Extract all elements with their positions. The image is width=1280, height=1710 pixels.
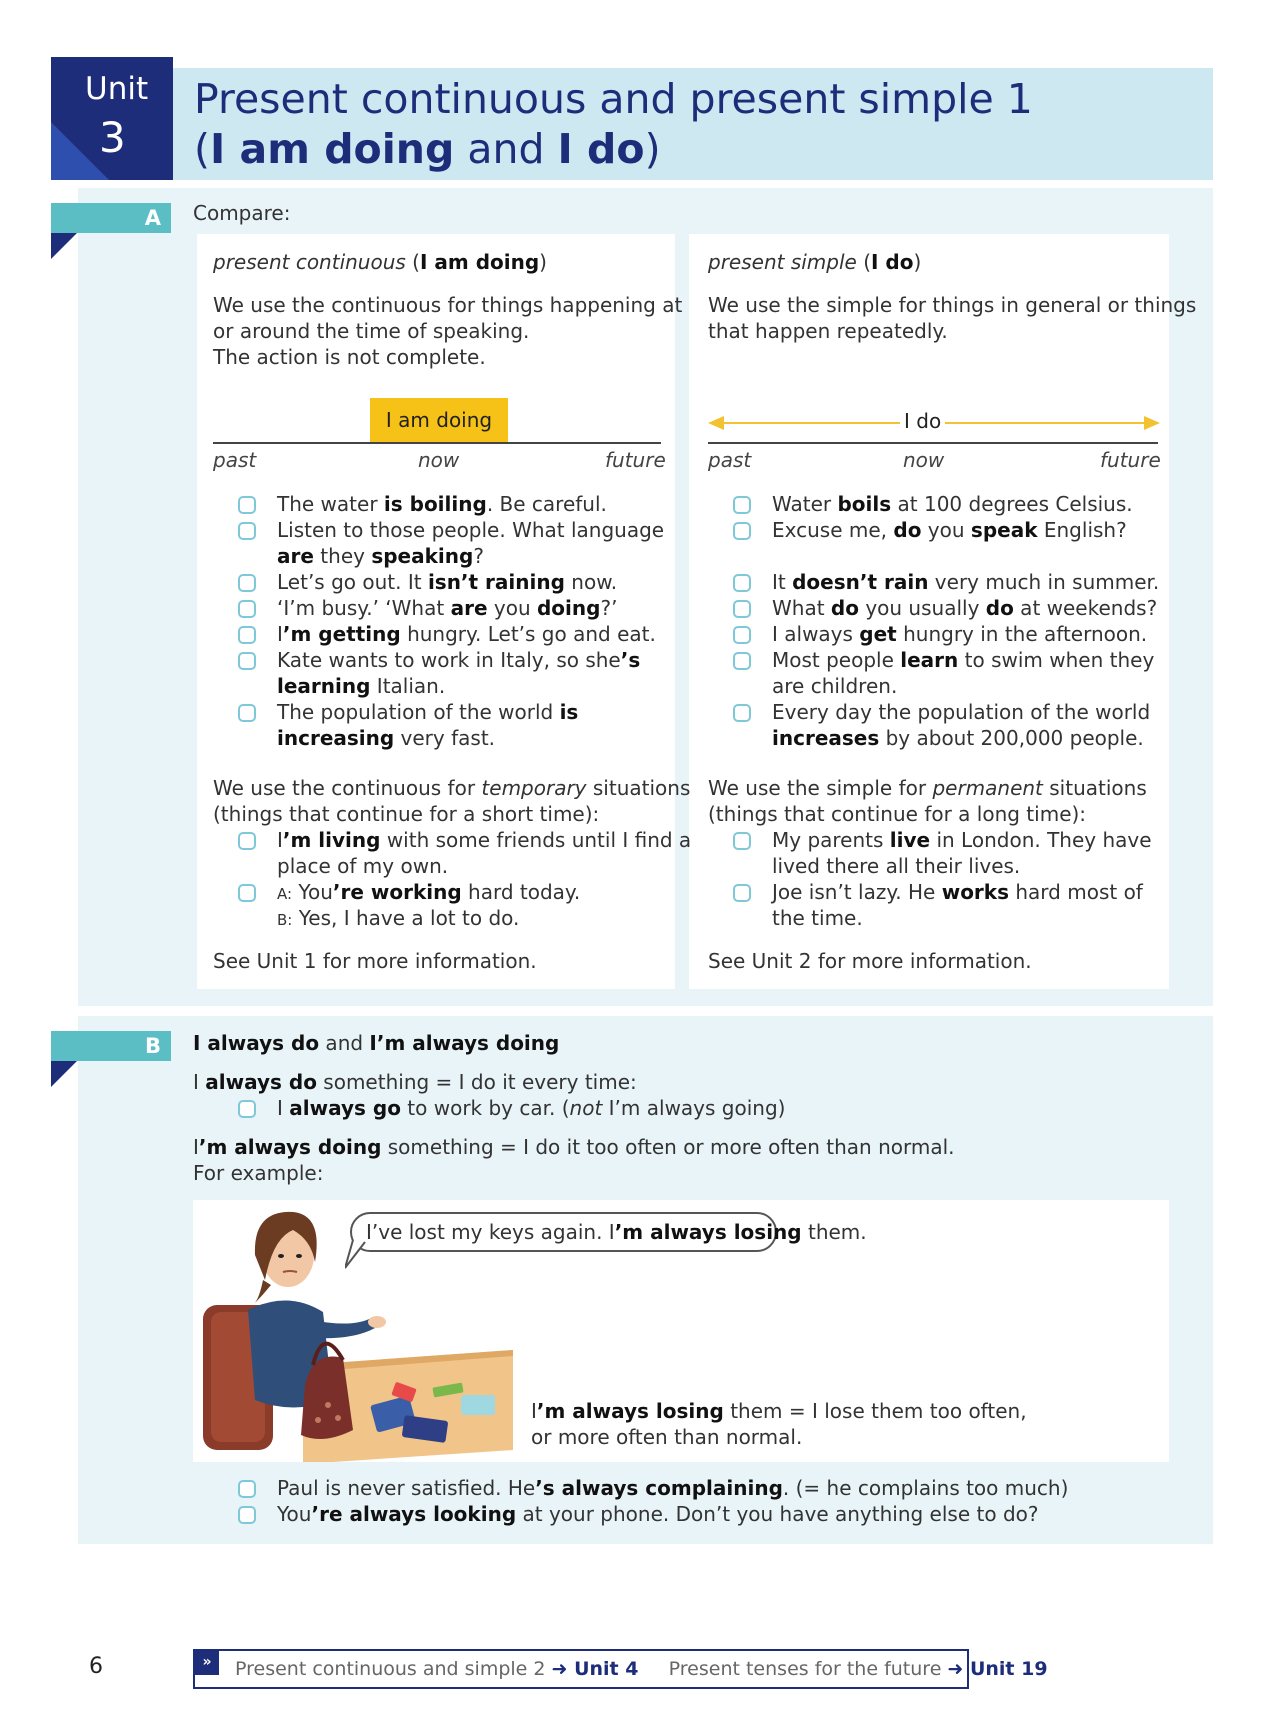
- example-sentence-cont: are children.: [772, 674, 898, 698]
- example-checkbox: [733, 652, 751, 670]
- unit-badge: [51, 57, 173, 180]
- b-example-2: Paul is never satisfied. He’s always complaining. (= he complains too much): [277, 1476, 1069, 1500]
- example-checkbox: [733, 626, 751, 644]
- example-sentence: The water is boiling. Be careful.: [277, 492, 607, 516]
- example-sentence: ‘I’m busy.’ ‘What are you doing?’: [277, 596, 618, 620]
- right-axis-past: past: [708, 448, 752, 472]
- cross-reference-links: [235, 1658, 1048, 1680]
- tab-fold: [51, 233, 77, 259]
- example-sentence: Water boils at 100 degrees Celsius.: [772, 492, 1133, 516]
- right-timeline: [708, 442, 1158, 444]
- example-checkbox: [733, 574, 751, 592]
- example-sentence: I always get hungry in the afternoon.: [772, 622, 1148, 646]
- right-permanent-2: (things that continue for a long time):: [708, 802, 1087, 826]
- example-sentence: What do you usually do at weekends?: [772, 596, 1158, 620]
- example-sentence-cont: are they speaking?: [277, 544, 484, 568]
- example-sentence: Listen to those people. What language: [277, 518, 665, 542]
- example-sentence: I’m getting hungry. Let’s go and eat.: [277, 622, 656, 646]
- link-unit-4[interactable]: Present continuous and simple 2 ➜ Unit 4: [235, 1658, 639, 1680]
- section-b-letter: B: [144, 1034, 161, 1058]
- example-sentence: Every day the population of the world: [772, 700, 1151, 724]
- example-sentence: It doesn’t rain very much in summer.: [772, 570, 1160, 594]
- section-a-letter: A: [144, 206, 161, 230]
- left-desc-2: or around the time of speaking.: [213, 319, 530, 343]
- example-checkbox: [238, 884, 256, 902]
- example-sentence-cont: increasing very fast.: [277, 726, 496, 750]
- right-see-unit: See Unit 2 for more information.: [708, 949, 1032, 973]
- example-checkbox: [238, 652, 256, 670]
- left-timeline: [213, 442, 661, 444]
- example-checkbox: [733, 496, 751, 514]
- cross-reference-box: [193, 1649, 1048, 1689]
- left-heading: present continuous (I am doing): [213, 250, 547, 274]
- example-checkbox: [733, 704, 751, 722]
- example-checkbox: [238, 522, 256, 540]
- example-checkbox: [238, 626, 256, 644]
- double-chevron-icon: »: [195, 1651, 219, 1675]
- page-title: [194, 74, 1033, 174]
- illustration-caption-cont: or more often than normal.: [531, 1425, 803, 1449]
- section-b-heading: I always do and I’m always doing: [193, 1031, 560, 1055]
- example-checkbox: [238, 574, 256, 592]
- example-sentence: Excuse me, do you speak English?: [772, 518, 1127, 542]
- example-checkbox: [733, 884, 751, 902]
- left-axis-past: past: [213, 448, 257, 472]
- title-line-2: (I am doing and I do): [194, 125, 661, 173]
- illustration-caption: I’m always losing them = I lose them too often,: [531, 1399, 1027, 1423]
- tab-fold: [51, 1061, 77, 1087]
- example-sentence: Most people learn to swim when they: [772, 648, 1155, 672]
- left-axis-now: now: [418, 448, 460, 472]
- right-desc-1: We use the simple for things in general or things: [708, 293, 1197, 317]
- example-checkbox: [238, 1100, 256, 1118]
- example-checkbox: [238, 600, 256, 618]
- right-heading: present simple (I do): [708, 250, 922, 274]
- speech-bubble-text: I’ve lost my keys again. I’m always losing them.: [366, 1220, 867, 1244]
- speech-bubble: [350, 1212, 867, 1252]
- example-sentence-cont: increases by about 200,000 people.: [772, 726, 1144, 750]
- left-temporary-2: (things that continue for a short time):: [213, 802, 600, 826]
- section-b-tab: [51, 1031, 171, 1061]
- example-checkbox: [733, 600, 751, 618]
- temp-example-2: A: You’re working hard today.: [277, 880, 581, 904]
- b-definition-2: I’m always doing something = I do it too often or more often than normal.: [193, 1135, 955, 1159]
- arrow-right-icon: ➜: [947, 1658, 964, 1680]
- perm-example-1-cont: lived there all their lives.: [772, 854, 1021, 878]
- perm-example-1: My parents live in London. They have: [772, 828, 1152, 852]
- temp-example-1-cont: place of my own.: [277, 854, 449, 878]
- example-sentence: The population of the world is: [277, 700, 579, 724]
- example-sentence: Kate wants to work in Italy, so she’s: [277, 648, 641, 672]
- right-desc-2: that happen repeatedly.: [708, 319, 948, 343]
- b-definition-1: I always do something = I do it every time:: [193, 1070, 637, 1094]
- left-desc-1: We use the continuous for things happening at: [213, 293, 683, 317]
- example-checkbox: [238, 496, 256, 514]
- perm-example-2: Joe isn’t lazy. He works hard most of: [772, 880, 1143, 904]
- arrow-right-icon: ➜: [551, 1658, 568, 1680]
- example-checkbox: [238, 1506, 256, 1524]
- left-see-unit: See Unit 1 for more information.: [213, 949, 537, 973]
- example-sentence-cont: learning Italian.: [277, 674, 446, 698]
- example-checkbox: [733, 832, 751, 850]
- section-a-tab: [51, 203, 171, 233]
- perm-example-2-cont: the time.: [772, 906, 863, 930]
- unit-label: Unit: [85, 71, 149, 107]
- b-example-3: You’re always looking at your phone. Don’t you have anything else to do?: [277, 1502, 1039, 1526]
- example-checkbox: [733, 522, 751, 540]
- title-line-1: Present continuous and present simple 1: [194, 75, 1033, 123]
- i-am-doing-highlight: I am doing: [370, 398, 508, 442]
- i-do-label: I do: [900, 409, 945, 433]
- left-desc-3: The action is not complete.: [213, 345, 486, 369]
- section-a-intro: Compare:: [193, 201, 291, 225]
- unit-number: 3: [99, 113, 126, 162]
- arrow-right-icon: [1144, 416, 1160, 430]
- b-definition-2-cont: For example:: [193, 1161, 324, 1185]
- right-axis-now: now: [903, 448, 945, 472]
- b-example-1: I always go to work by car. (not I’m always going): [277, 1096, 786, 1120]
- right-permanent-1: We use the simple for permanent situations: [708, 776, 1147, 800]
- temp-example-3: B: Yes, I have a lot to do.: [277, 906, 520, 930]
- example-checkbox: [238, 1480, 256, 1498]
- page-number: 6: [89, 1654, 103, 1679]
- left-axis-future: future: [605, 448, 666, 472]
- link-unit-19[interactable]: Present tenses for the future ➜ Unit 19: [668, 1658, 1048, 1680]
- example-checkbox: [238, 704, 256, 722]
- left-temporary-1: We use the continuous for temporary situations: [213, 776, 691, 800]
- speech-bubble-tail: [345, 1240, 367, 1270]
- example-checkbox: [238, 832, 256, 850]
- right-axis-future: future: [1100, 448, 1161, 472]
- example-sentence: Let’s go out. It isn’t raining now.: [277, 570, 618, 594]
- temp-example-1: I’m living with some friends until I find a: [277, 828, 692, 852]
